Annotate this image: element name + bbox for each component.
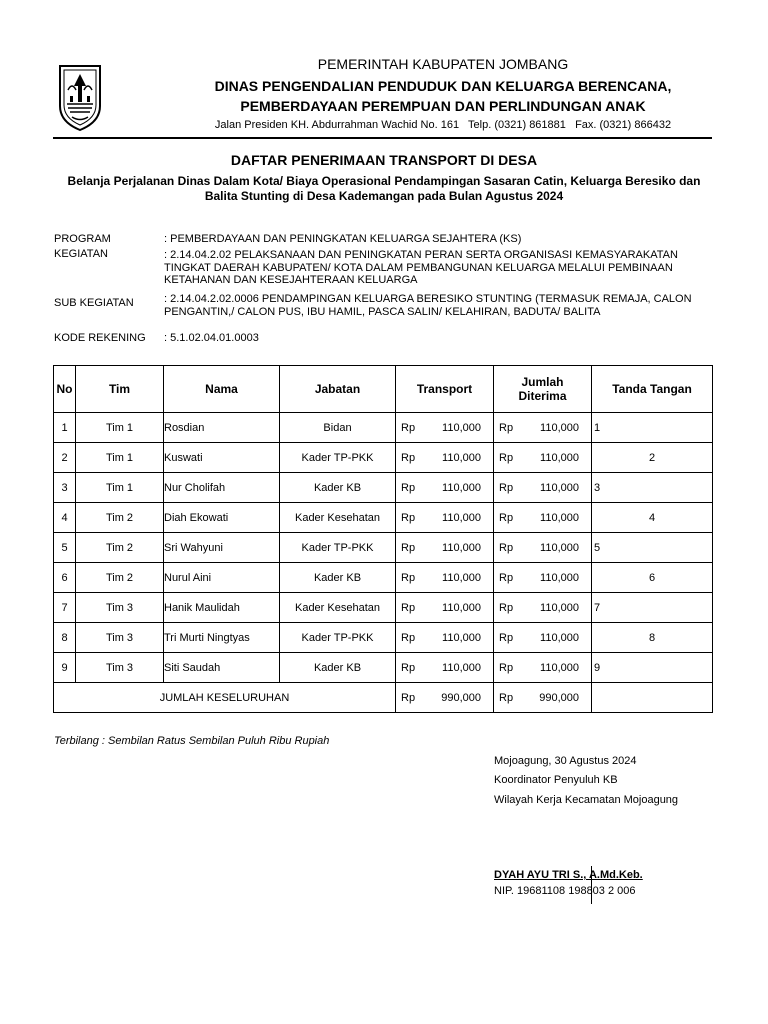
currency-label: Rp — [499, 451, 514, 464]
transport-amount: 110,000 — [442, 571, 481, 584]
header-tim: Tim — [76, 366, 164, 413]
jumlah-amount: 110,000 — [540, 481, 579, 494]
cell-nama: Hanik Maulidah — [164, 593, 280, 623]
transport-amount: 110,000 — [442, 661, 481, 674]
transport-amount: 110,000 — [442, 511, 481, 524]
header-agency-line2: PEMBERDAYAAN PEREMPUAN DAN PERLINDUNGAN ANAK — [240, 98, 646, 114]
signature-nip: NIP. 19681108 198803 2 006 — [494, 885, 636, 897]
signature-name: DYAH AYU TRI S., A.Md.Keb. — [494, 869, 643, 881]
signature-role-2: Wilayah Kerja Kecamatan Mojoagung — [494, 794, 679, 806]
table-row — [54, 653, 713, 683]
currency-label: Rp — [499, 631, 514, 644]
document-subtitle — [46, 174, 722, 204]
cell-no: 7 — [54, 593, 76, 623]
kode-rekening-value: : 5.1.02.04.01.0003 — [164, 332, 259, 344]
cell-jumlah — [494, 653, 592, 683]
cell-jabatan: Bidan — [280, 413, 396, 443]
cell-border-artifact — [591, 866, 592, 904]
signature-place-date: Mojoagung, 30 Agustus 2024 — [494, 755, 637, 767]
kabupaten-emblem-icon — [56, 60, 104, 132]
cell-jumlah — [494, 413, 592, 443]
cell-tim: Tim 1 — [76, 443, 164, 473]
currency-label: Rp — [401, 481, 416, 494]
cell-no: 3 — [54, 473, 76, 503]
cell-jabatan: Kader KB — [280, 473, 396, 503]
cell-no: 9 — [54, 653, 76, 683]
cell-jumlah — [494, 563, 592, 593]
table-row — [54, 413, 713, 443]
table-row — [54, 593, 713, 623]
currency-label: Rp — [499, 571, 514, 584]
cell-jumlah — [494, 443, 592, 473]
cell-nama: Tri Murti Ningtyas — [164, 623, 280, 653]
program-label: PROGRAM — [54, 233, 111, 245]
cell-no: 4 — [54, 503, 76, 533]
total-transport: 990,000 — [441, 691, 481, 704]
cell-tanda-tangan: 9 — [592, 653, 713, 683]
kegiatan-line-2: TINGKAT DAERAH KABUPATEN/ KOTA DALAM PEMBANGUNAN KELUARGA MELALUI PEMBINAAN — [164, 261, 673, 274]
header-nama: Nama — [164, 366, 280, 413]
kegiatan-value — [164, 249, 714, 287]
cell-tim: Tim 2 — [76, 503, 164, 533]
cell-jumlah — [494, 473, 592, 503]
cell-tanda-tangan: 7 — [592, 593, 713, 623]
cell-transport — [396, 623, 494, 653]
cell-transport — [396, 593, 494, 623]
cell-transport — [396, 533, 494, 563]
cell-jabatan: Kader TP-PKK — [280, 533, 396, 563]
transport-amount: 110,000 — [442, 541, 481, 554]
cell-no: 8 — [54, 623, 76, 653]
cell-nama: Sri Wahyuni — [164, 533, 280, 563]
cell-tanda-tangan: 1 — [592, 413, 713, 443]
cell-transport — [396, 443, 494, 473]
cell-jumlah — [494, 593, 592, 623]
cell-jumlah — [494, 503, 592, 533]
currency-label: Rp — [401, 631, 416, 644]
cell-no: 5 — [54, 533, 76, 563]
total-row — [54, 683, 713, 713]
currency-label: Rp — [401, 691, 416, 704]
cell-jabatan: Kader TP-PKK — [280, 443, 396, 473]
transport-amount: 110,000 — [442, 451, 481, 464]
cell-nama: Siti Saudah — [164, 653, 280, 683]
table-row — [54, 443, 713, 473]
table-header-row — [54, 366, 713, 413]
kegiatan-label: KEGIATAN — [54, 248, 108, 260]
cell-transport — [396, 653, 494, 683]
header-tanda-tangan: Tanda Tangan — [592, 366, 713, 413]
currency-label: Rp — [401, 541, 416, 554]
cell-jabatan: Kader KB — [280, 653, 396, 683]
cell-tim: Tim 3 — [76, 593, 164, 623]
jumlah-amount: 110,000 — [540, 631, 579, 644]
currency-label: Rp — [499, 661, 514, 674]
table-row — [54, 503, 713, 533]
table-row — [54, 563, 713, 593]
cell-jabatan: Kader Kesehatan — [280, 503, 396, 533]
currency-label: Rp — [401, 421, 416, 434]
cell-no: 1 — [54, 413, 76, 443]
total-label: JUMLAH KESELURUHAN — [54, 683, 396, 713]
cell-transport — [396, 413, 494, 443]
cell-nama: Nurul Aini — [164, 563, 280, 593]
sub-kegiatan-line-2: PENGANTIN,/ CALON PUS, IBU HAMIL, PASCA SALIN/ KELAHIRAN, BADUTA/ BALITA — [164, 305, 601, 318]
cell-tanda-tangan: 5 — [592, 533, 713, 563]
total-jumlah-cell — [494, 683, 592, 713]
table-row — [54, 623, 713, 653]
currency-label: Rp — [401, 661, 416, 674]
cell-jabatan: Kader KB — [280, 563, 396, 593]
header-transport: Transport — [396, 366, 494, 413]
cell-transport — [396, 473, 494, 503]
header-address: Jalan Presiden KH. Abdurrahman Wachid No. 161 Telp. (0321) 861881 Fax. (0321) 866432 — [214, 119, 672, 131]
currency-label: Rp — [401, 601, 416, 614]
transport-amount: 110,000 — [442, 601, 481, 614]
cell-nama: Nur Cholifah — [164, 473, 280, 503]
cell-jabatan: Kader Kesehatan — [280, 593, 396, 623]
jumlah-amount: 110,000 — [540, 451, 579, 464]
header-no: No — [54, 366, 76, 413]
cell-jumlah — [494, 623, 592, 653]
jumlah-amount: 110,000 — [540, 511, 579, 524]
cell-tim: Tim 3 — [76, 653, 164, 683]
jumlah-amount: 110,000 — [540, 421, 579, 434]
currency-label: Rp — [401, 451, 416, 464]
cell-jumlah — [494, 533, 592, 563]
total-signature-cell — [592, 683, 713, 713]
sub-kegiatan-label: SUB KEGIATAN — [54, 297, 134, 309]
total-jumlah: 990,000 — [539, 691, 579, 704]
table-row — [54, 473, 713, 503]
currency-label: Rp — [499, 691, 514, 704]
kode-rekening-label: KODE REKENING — [54, 332, 146, 344]
cell-tanda-tangan: 3 — [592, 473, 713, 503]
cell-tanda-tangan: 6 — [592, 563, 713, 593]
total-transport-cell — [396, 683, 494, 713]
cell-transport — [396, 503, 494, 533]
transport-table — [53, 365, 713, 713]
cell-tim: Tim 2 — [76, 533, 164, 563]
transport-amount: 110,000 — [442, 481, 481, 494]
currency-label: Rp — [401, 571, 416, 584]
cell-nama: Kuswati — [164, 443, 280, 473]
cell-tim: Tim 2 — [76, 563, 164, 593]
cell-nama: Rosdian — [164, 413, 280, 443]
jumlah-amount: 110,000 — [540, 601, 579, 614]
table-row — [54, 533, 713, 563]
header-jabatan: Jabatan — [280, 366, 396, 413]
header-divider — [53, 137, 712, 139]
signature-role-1: Koordinator Penyuluh KB — [494, 774, 618, 786]
header-jumlah-diterima: Jumlah Diterima — [494, 366, 592, 413]
cell-tanda-tangan: 8 — [592, 623, 713, 653]
currency-label: Rp — [499, 601, 514, 614]
jumlah-amount: 110,000 — [540, 541, 579, 554]
currency-label: Rp — [499, 421, 514, 434]
kegiatan-line-3: KETAHANAN DAN KESEJAHTERAAN KELUARGA — [164, 274, 418, 286]
currency-label: Rp — [499, 541, 514, 554]
currency-label: Rp — [401, 511, 416, 524]
cell-tim: Tim 1 — [76, 413, 164, 443]
cell-no: 6 — [54, 563, 76, 593]
currency-label: Rp — [499, 511, 514, 524]
subtitle-line-1: Belanja Perjalanan Dinas Dalam Kota/ Biaya Operasional Pendampingan Sasaran Catin, Keluarga Beresiko dan — [67, 174, 701, 188]
kegiatan-line-1: : 2.14.04.2.02 PELAKSANAAN DAN PENINGKATAN PERAN SERTA ORGANISASI KEMASYARAKATAN — [164, 249, 678, 261]
subtitle-line-2: Balita Stunting di Desa Kademangan pada Bulan Agustus 2024 — [204, 189, 564, 203]
cell-tim: Tim 3 — [76, 623, 164, 653]
cell-no: 2 — [54, 443, 76, 473]
transport-amount: 110,000 — [442, 421, 481, 434]
cell-nama: Diah Ekowati — [164, 503, 280, 533]
cell-tim: Tim 1 — [76, 473, 164, 503]
cell-tanda-tangan: 4 — [592, 503, 713, 533]
sub-kegiatan-line-1: : 2.14.04.2.02.0006 PENDAMPINGAN KELUARGA BERESIKO STUNTING (TERMASUK REMAJA, CALON — [164, 293, 692, 305]
sub-kegiatan-value — [164, 293, 714, 318]
cell-transport — [396, 563, 494, 593]
terbilang-text: Terbilang : Sembilan Ratus Sembilan Puluh Ribu Rupiah — [54, 735, 330, 747]
cell-jabatan: Kader TP-PKK — [280, 623, 396, 653]
document-title: DAFTAR PENERIMAAN TRANSPORT DI DESA — [230, 152, 538, 168]
header-government: PEMERINTAH KABUPATEN JOMBANG — [317, 56, 569, 72]
program-value: : PEMBERDAYAAN DAN PENINGKATAN KELUARGA SEJAHTERA (KS) — [164, 233, 522, 245]
currency-label: Rp — [499, 481, 514, 494]
transport-amount: 110,000 — [442, 631, 481, 644]
jumlah-amount: 110,000 — [540, 661, 579, 674]
header-agency-line1: DINAS PENGENDALIAN PENDUDUK DAN KELUARGA BERENCANA, — [214, 78, 672, 94]
jumlah-amount: 110,000 — [540, 571, 579, 584]
cell-tanda-tangan: 2 — [592, 443, 713, 473]
